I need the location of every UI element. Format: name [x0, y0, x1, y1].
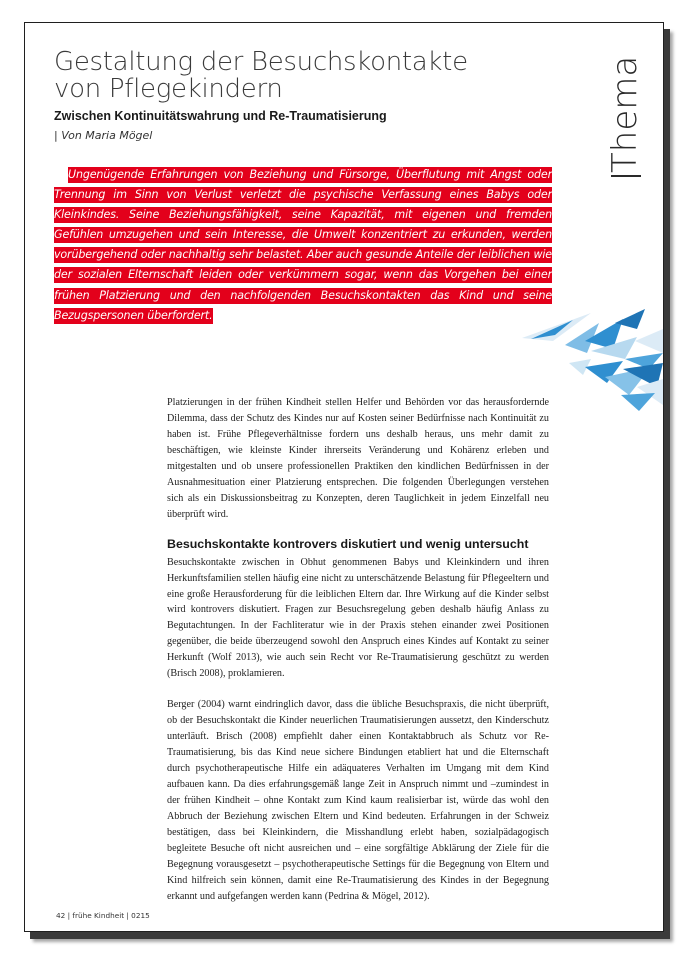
- section-tag: Thema: [605, 55, 645, 173]
- magazine-page: [24, 22, 664, 932]
- body-paragraph-2: Berger (2004) warnt eindringlich davor, dass die übliche Besuchspraxis, die nicht überprüft, ob der Besuchskontakt die Kinder neuerlichen Traumatisierungen aussetzt, den Kinderschutz unterläuft. Brisch (2008) empfiehlt daher einen Kontaktabbruch als Schutz vor Re-Traumatisierung, bis das Kind neue sichere Bindungen etabliert hat und die Elternschaft durch psychotherapeutische Hilfe ein adäquateres Verhalten im Umgang mit dem Kind aufbauen kann. Da dies erfahrungsgemäß lange Zeit in Anspruch nimmt und –zumindest in der frühen Kindheit – ohne Kontakt zum Kind kaum realisierbar ist, würde das wohl den Abbruch der Beziehung zwischen Eltern und Kind bedeuten. Erfahrungen in der Schweiz bestätigen, dass bei Kleinkindern, die Misshandlung erlebt haben, sozialpädagogisch begleitete Besuche oft nicht ausreichen und – eine sorgfältige Abklärung der Ziele für die Begegnung vorausgesetzt – psychotherapeutische Settings für die Begegnung von Eltern und Kind hilfreich sein können, damit eine Re-Traumatisierung des Kindes in der Begegnung erkannt und aufgefangen werden kann (Pedrina & Mögel, 2012).: [167, 699, 549, 902]
- title-line-2: von Pflegekindern: [54, 74, 283, 104]
- subtitle: Zwischen Kontinuitätswahrung und Re-Traumatisierung: [54, 109, 387, 123]
- shard-cluster-lower: [569, 359, 663, 411]
- body-paragraph-1: Besuchskontakte zwischen in Obhut genommenen Babys und Kleinkindern und ihren Herkunftsfamilien stellen häufig eine nicht zu unterschätzende Belastung für Pflegeeltern und eine große Herausforderung für die leiblichen Eltern dar. Ihre Wirkung auf die Kinder selbst wird kontrovers diskutiert. Fragen zur Besuchsregelung geben deshalb häufig Anlass zu Begutachtungen. In der Fachliteratur wie in der Praxis stehen einander zwei Positionen gegenüber, die beide überzeugend sowohl den Anspruch eines Kindes auf Kontakt zu seiner Herkunft (Wolf 2013), wie auch sein Recht vor Re-Traumatisierung geschützt zu werden (Brisch 2008), proklamieren.: [167, 556, 549, 680]
- author-byline: | Von Maria Mögel: [54, 129, 153, 142]
- page-footer: 42 | frühe Kindheit | 0215: [56, 911, 150, 920]
- lead-paragraph: [54, 165, 552, 326]
- intro-paragraph: Platzierungen in der frühen Kindheit stellen Helfer und Behörden vor das herausfordernde Dilemma, dass der Schutz des Kindes nur auf Kosten seiner Bedürfnisse nach Kontinuität zu haben ist. Frühe Pflegeverhältnisse fordern uns deshalb heraus, uns mehr damit zu beschäftigen, wie kleinste Kinder ihrerseits Veränderung und Kohärenz erleben und mitgestalten und ob unsere professionellen Praktiken den kindlichen Bedürfnissen in der Ausnahmesituation einer Platzierung entsprechen. Die folgenden Überlegungen verstehen sich als ein Diskussionsbeitrag zu Konzepten, deren Tauglichkeit in jedem Einzelfall neu überprüft wird.: [167, 397, 549, 520]
- section-tag-bar: [611, 175, 641, 177]
- page-title: [54, 49, 574, 103]
- lead-highlight-text: Ungenügende Erfahrungen von Beziehung und Fürsorge, Überflutung mit Angst oder Trennung im Sinn von Verlust verletzt die psychische Verfassung eines Babys oder Kleinkindes. Seine Beziehungsfähigkeit, seine Kapazität, mit eigenen und fremden Gefühlen umzugehen und sein Interesse, die Umwelt konzentriert zu erkunden, werden vorübergehend oder nachhaltig sehr belastet. Aber auch gesunde Anteile der leiblichen wie der sozialen Elternschaft leiden oder verkümmern sogar, wenn das Vorgehen bei einer frühen Platzierung und den nachfolgenden Besuchskontakten das Kind und seine Bezugspersonen überfordert.: [54, 168, 552, 322]
- body-column: [167, 395, 549, 905]
- section-heading: Besuchskontakte kontrovers diskutiert und wenig untersucht: [167, 536, 529, 551]
- title-line-1: Gestaltung der Besuchskontakte: [54, 47, 468, 77]
